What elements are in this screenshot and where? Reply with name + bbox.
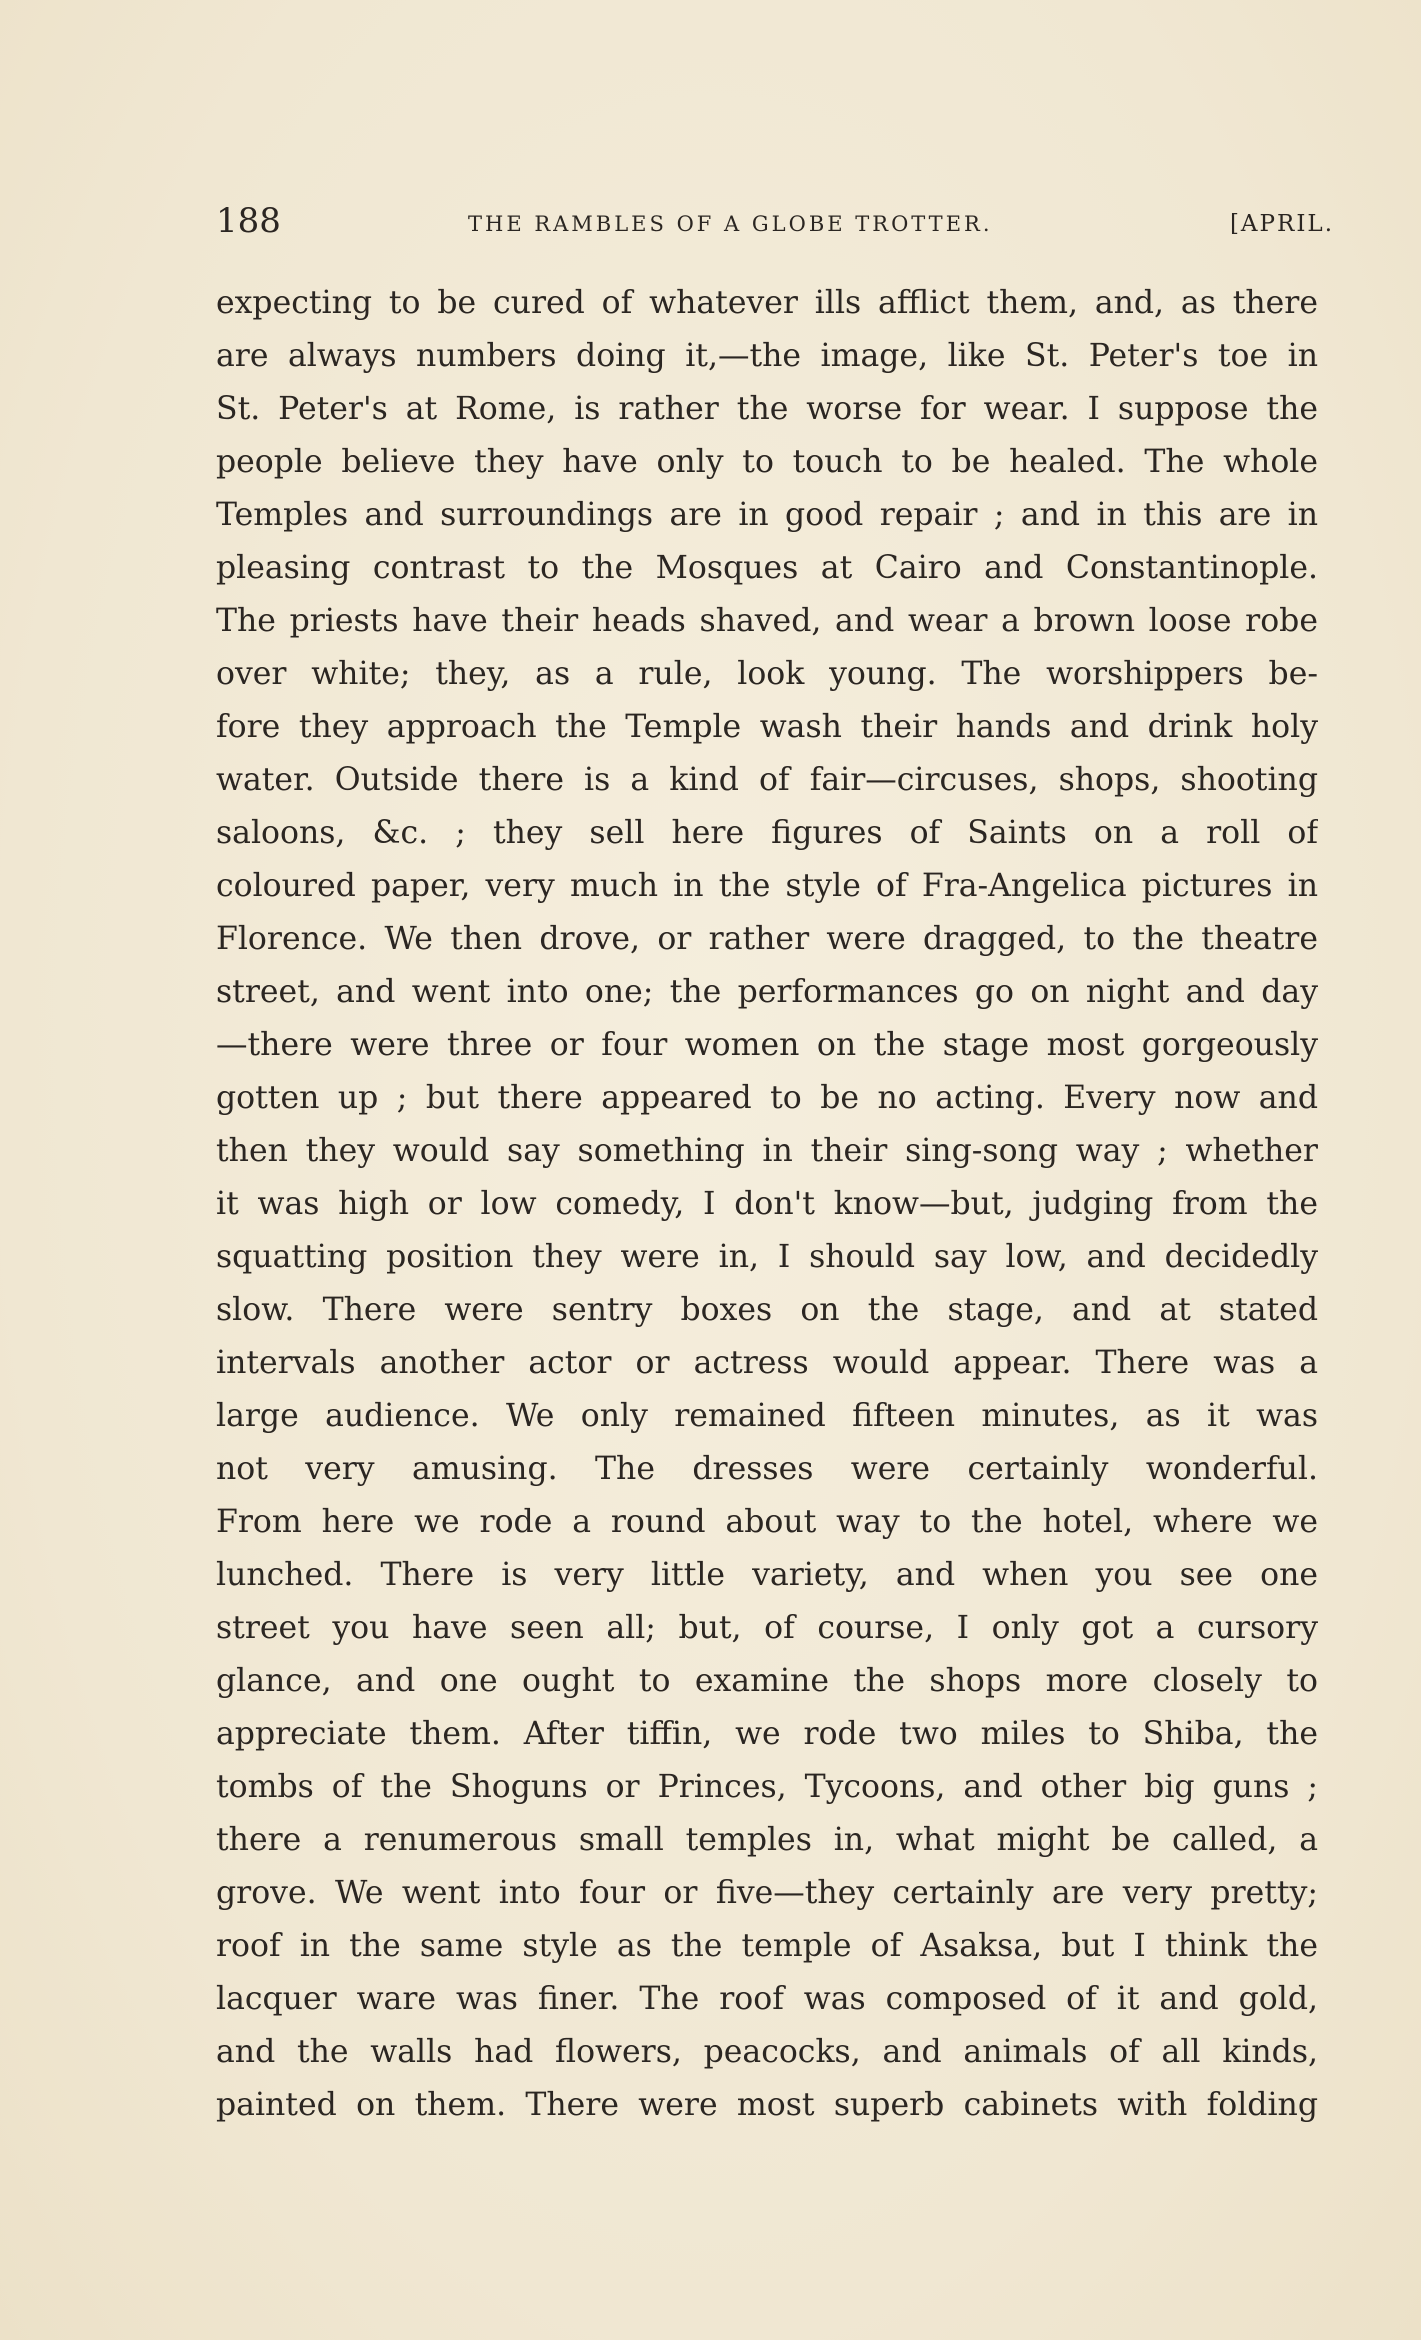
text-line: people believe they have only to touch to be healed. The whole (216, 444, 1318, 480)
text-line: grove. We went into four or five—they certainly are very pretty; (216, 1875, 1318, 1911)
text-line: intervals another actor or actress would appear. There was a (216, 1345, 1318, 1381)
page-number: 188 (216, 201, 281, 241)
text-line: The priests have their heads shaved, and wear a brown loose robe (216, 603, 1318, 639)
text-line: Temples and surroundings are in good repair ; and in this are in (216, 497, 1318, 533)
month-marker: [APRIL. (1229, 211, 1334, 237)
text-line: slow. There were sentry boxes on the stage, and at stated (216, 1292, 1318, 1328)
text-line: From here we rode a round about way to the hotel, where we (216, 1504, 1318, 1540)
running-title: THE RAMBLES OF A GLOBE TROTTER. (468, 212, 993, 236)
running-head (216, 196, 1334, 246)
text-line: coloured paper, very much in the style of Fra-Angelica pictures in (216, 868, 1318, 904)
text-line: squatting position they were in, I should say low, and decidedly (216, 1239, 1318, 1275)
text-line: lunched. There is very little variety, and when you see one (216, 1557, 1318, 1593)
text-line: roof in the same style as the temple of Asaksa, but I think the (216, 1928, 1318, 1964)
text-line: appreciate them. After tiffin, we rode two miles to Shiba, the (216, 1716, 1318, 1752)
text-line: fore they approach the Temple wash their hands and drink holy (216, 709, 1318, 745)
text-line: expecting to be cured of whatever ills afflict them, and, as there (216, 285, 1318, 321)
text-line: pleasing contrast to the Mosques at Cairo and Constantinople. (216, 550, 1318, 586)
text-line: street, and went into one; the performances go on night and day (216, 974, 1318, 1010)
text-line: tombs of the Shoguns or Princes, Tycoons, and other big guns ; (216, 1769, 1318, 1805)
text-line: gotten up ; but there appeared to be no acting. Every now and (216, 1080, 1318, 1116)
text-line: —there were three or four women on the stage most gorgeously (216, 1027, 1318, 1063)
text-line: and the walls had flowers, peacocks, and animals of all kinds, (216, 2034, 1318, 2070)
text-line: water. Outside there is a kind of fair—circuses, shops, shooting (216, 762, 1318, 798)
text-line: Florence. We then drove, or rather were dragged, to the theatre (216, 921, 1318, 957)
text-line: lacquer ware was finer. The roof was composed of it and gold, (216, 1981, 1318, 2017)
text-line: over white; they, as a rule, look young. The worshippers be- (216, 656, 1318, 692)
text-line: are always numbers doing it,—the image, like St. Peter's toe in (216, 338, 1318, 374)
text-line: St. Peter's at Rome, is rather the worse for wear. I suppose the (216, 391, 1318, 427)
text-line: it was high or low comedy, I don't know—but, judging from the (216, 1186, 1318, 1222)
text-line: there a renumerous small temples in, what might be called, a (216, 1822, 1318, 1858)
text-line: saloons, &c. ; they sell here figures of Saints on a roll of (216, 815, 1318, 851)
text-line: painted on them. There were most superb cabinets with folding (216, 2087, 1318, 2123)
body-text (216, 277, 1318, 2132)
text-line: street you have seen all; but, of course, I only got a cursory (216, 1610, 1318, 1646)
text-line: large audience. We only remained fifteen minutes, as it was (216, 1398, 1318, 1434)
text-line: glance, and one ought to examine the shops more closely to (216, 1663, 1318, 1699)
text-line: then they would say something in their sing-song way ; whether (216, 1133, 1318, 1169)
text-line: not very amusing. The dresses were certainly wonderful. (216, 1451, 1318, 1487)
